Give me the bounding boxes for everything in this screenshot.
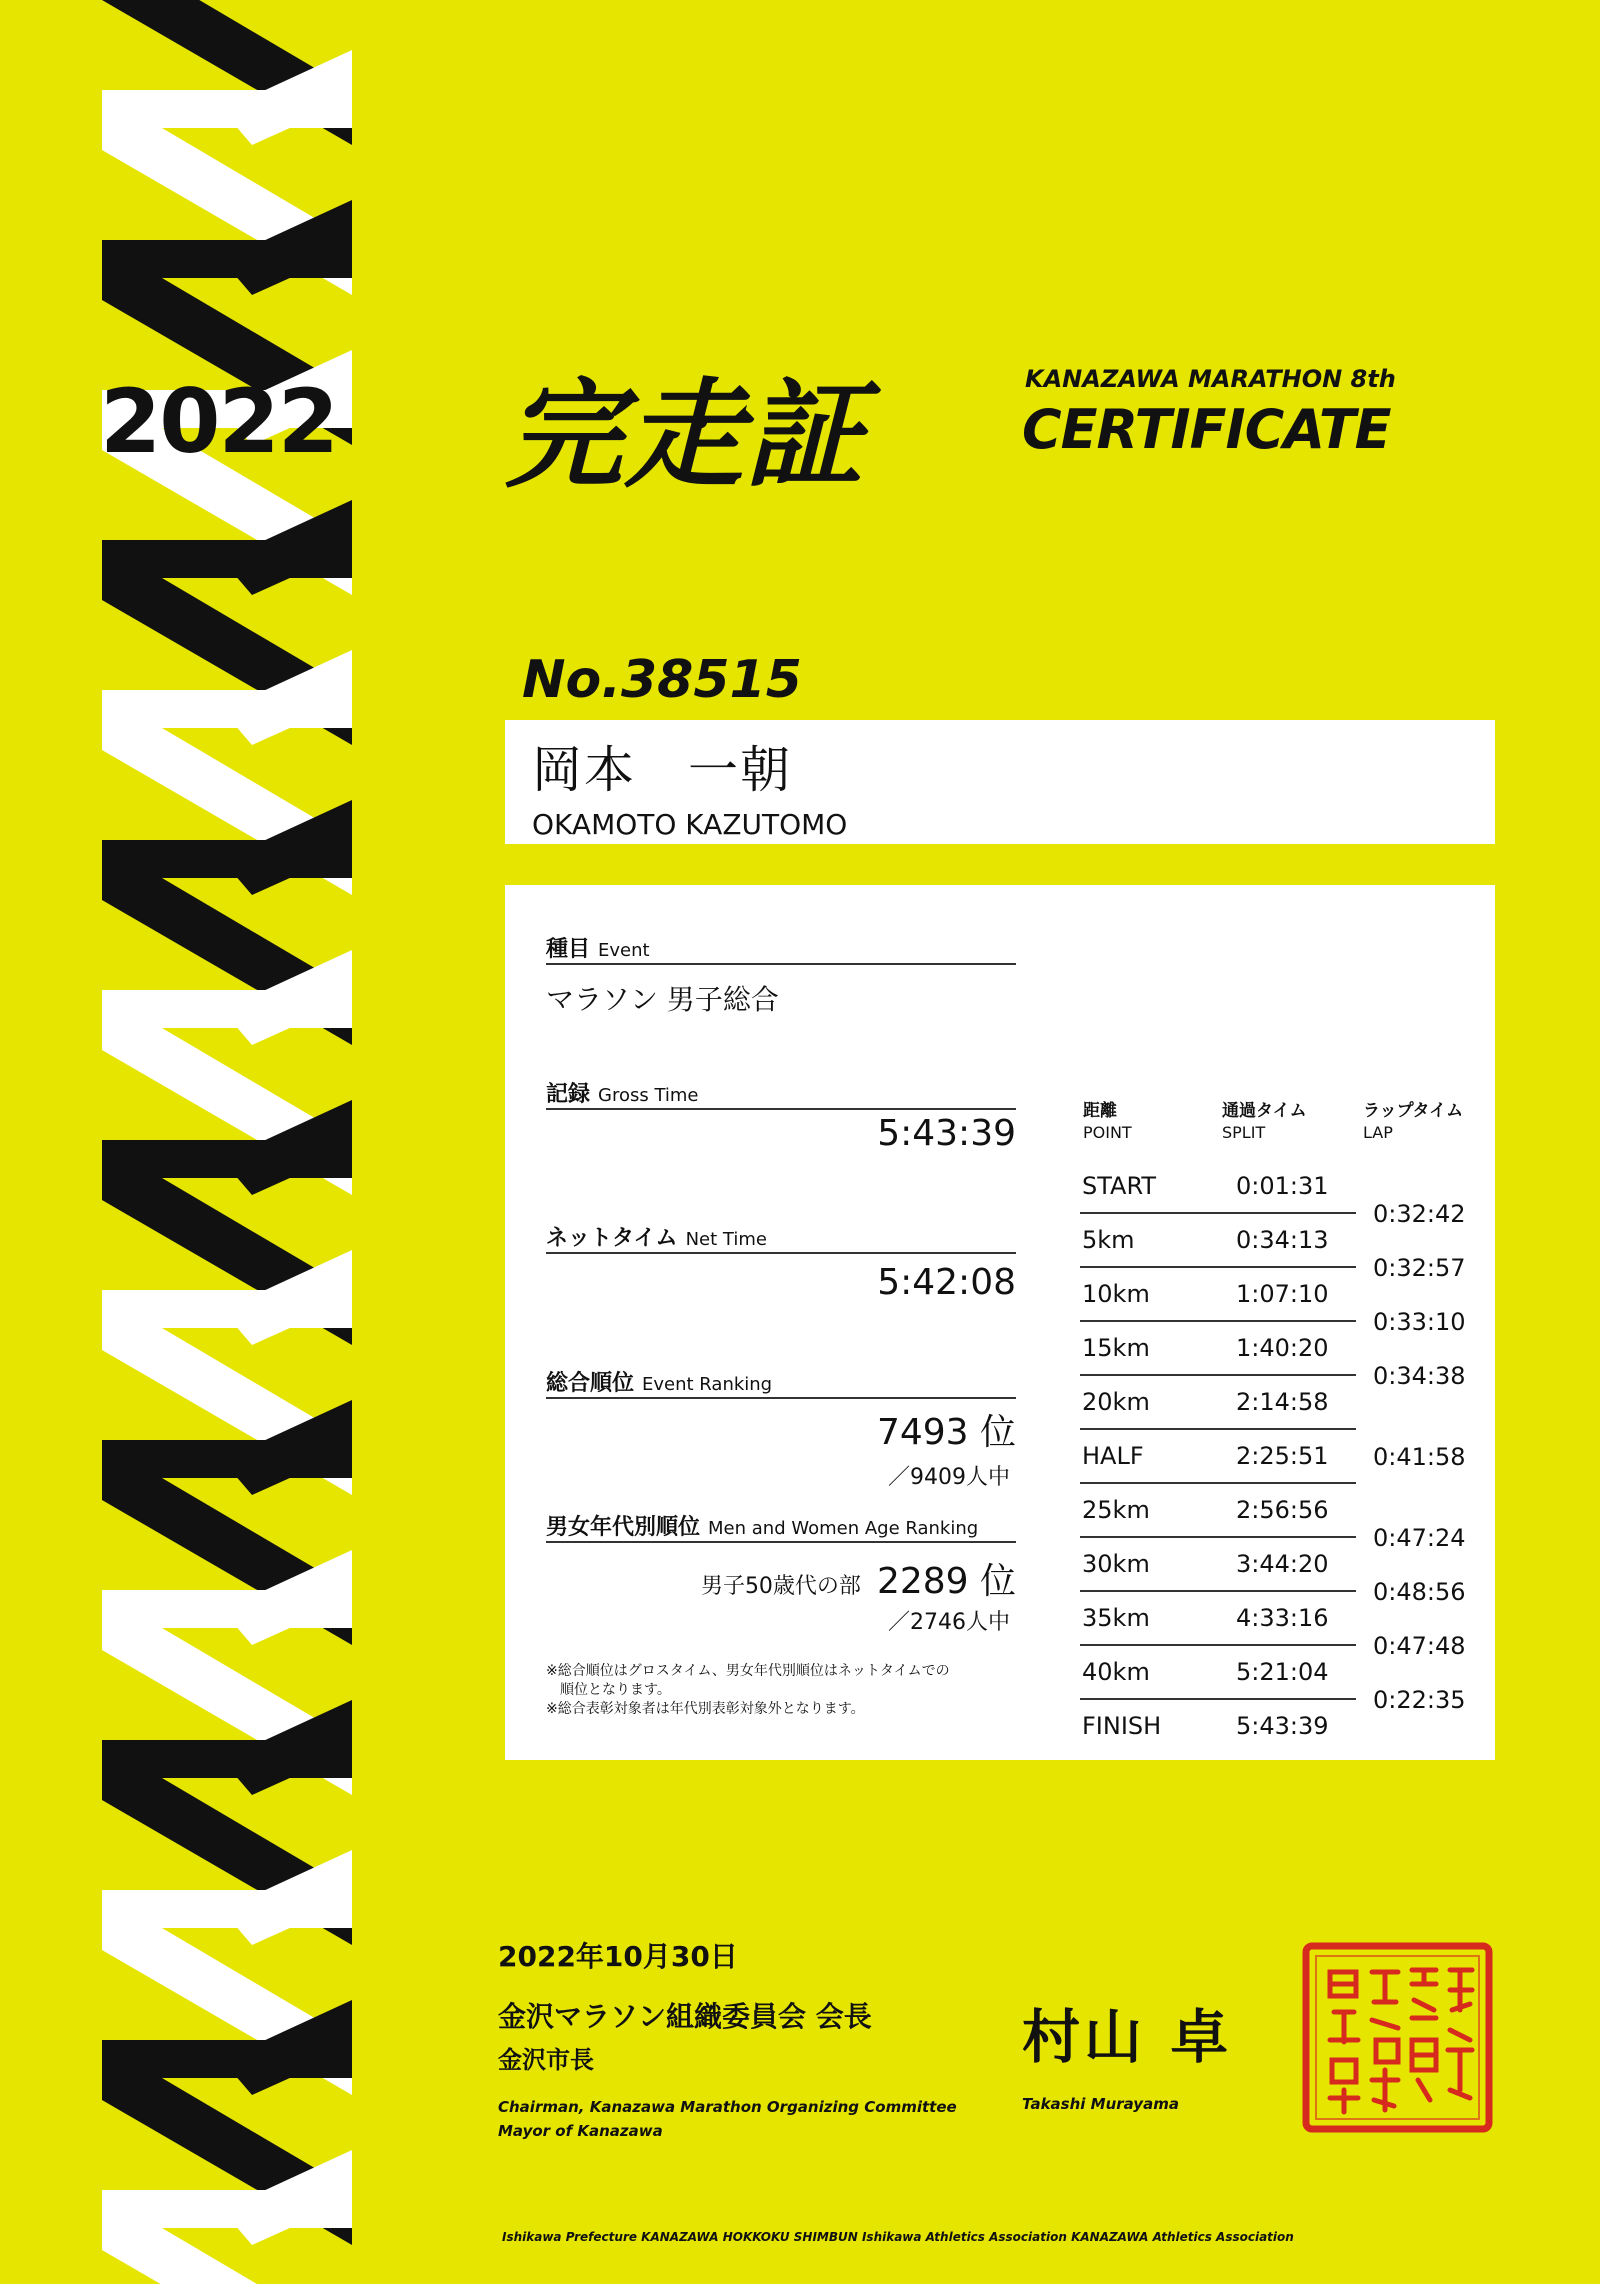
event-ranking-value: 7493 位 [876, 1412, 1016, 1453]
lap-header-en: LAP [1363, 1123, 1393, 1142]
net-label-jp: ネットタイム [546, 1226, 678, 1251]
net-time-label [546, 1221, 767, 1252]
split-time: 5:43:39 [1236, 1712, 1329, 1740]
gross-time-label [546, 1077, 699, 1108]
point-header-en: POINT [1083, 1123, 1132, 1142]
event-ranking-label [546, 1366, 772, 1397]
gross-label-en: Gross Time [598, 1085, 699, 1106]
split-time: 2:14:58 [1236, 1388, 1329, 1416]
ranking-divider [546, 1397, 1016, 1399]
year-label: 2022 [100, 370, 337, 473]
split-row [1080, 1160, 1356, 1214]
split-point: FINISH [1082, 1712, 1162, 1740]
age-ranking-label-en: Men and Women Age Ranking [708, 1518, 979, 1539]
age-ranking-row [546, 1553, 1016, 1604]
split-row [1080, 1322, 1356, 1376]
lap-time: 0:47:24 [1373, 1524, 1466, 1552]
event-label-jp: 種目 [546, 937, 591, 962]
age-ranking-value: 2289 位 [876, 1561, 1016, 1602]
sponsors-footer: Ishikawa Prefecture KANAZAWA HOKKOKU SHIMBUN Ishikawa Athletics Association KANAZAWA Athletics Association [502, 2230, 1294, 2244]
ranking-label-jp: 総合順位 [546, 1371, 635, 1396]
split-row [1080, 1700, 1356, 1754]
organizer-en-line2: Mayor of Kanazawa [498, 2122, 663, 2140]
signer-name-en: Takashi Murayama [1022, 2095, 1179, 2113]
split-time: 2:25:51 [1236, 1442, 1329, 1470]
runner-name-en: OKAMOTO KAZUTOMO [532, 808, 848, 841]
net-label-en: Net Time [685, 1229, 767, 1250]
ranking-notes [546, 1662, 950, 1719]
ranking-label-en: Event Ranking [642, 1374, 773, 1395]
split-point: HALF [1082, 1442, 1144, 1470]
bib-number: No.38515 [522, 650, 802, 710]
split-point: 15km [1082, 1334, 1150, 1362]
split-point: START [1082, 1172, 1157, 1200]
split-point: 10km [1082, 1280, 1150, 1308]
net-time-value: 5:42:08 [877, 1262, 1016, 1303]
split-row [1080, 1376, 1356, 1430]
gross-label-jp: 記録 [546, 1082, 591, 1107]
split-time: 0:01:31 [1236, 1172, 1329, 1200]
note-line: ※総合表彰対象者は年代別表彰対象外となります。 [546, 1701, 865, 1717]
split-point: 40km [1082, 1658, 1150, 1686]
split-point: 25km [1082, 1496, 1150, 1524]
split-header-lap [1363, 1100, 1463, 1144]
gross-time-value: 5:43:39 [877, 1113, 1016, 1154]
official-seal-stamp [1300, 1940, 1495, 2135]
split-row [1080, 1592, 1356, 1646]
split-time: 4:33:16 [1236, 1604, 1329, 1632]
split-time: 0:34:13 [1236, 1226, 1329, 1254]
organizer-subtitle: 金沢市長 [498, 2046, 594, 2074]
split-row [1080, 1268, 1356, 1322]
age-ranking-label [546, 1510, 978, 1541]
organizer-en [498, 2095, 957, 2143]
age-ranking-total: ／2746人中 [888, 1610, 1010, 1635]
split-row [1080, 1214, 1356, 1268]
age-ranking-label-jp: 男女年代別順位 [546, 1515, 701, 1540]
organizer-en-line1: Chairman, Kanazawa Marathon Organizing Committee [498, 2098, 957, 2116]
split-time: 5:21:04 [1236, 1658, 1329, 1686]
age-ranking-divider [546, 1541, 1016, 1543]
gross-divider [546, 1108, 1016, 1110]
split-row [1080, 1484, 1356, 1538]
event-ranking-total: ／9409人中 [888, 1465, 1010, 1490]
certificate-title-jp: 完走証 [505, 366, 866, 504]
lap-time: 0:22:35 [1373, 1686, 1466, 1714]
lap-time: 0:32:57 [1373, 1254, 1466, 1282]
split-row [1080, 1646, 1356, 1700]
split-point: 30km [1082, 1550, 1150, 1578]
split-time: 3:44:20 [1236, 1550, 1329, 1578]
split-header-point [1083, 1100, 1132, 1144]
event-label [546, 932, 650, 963]
km-pattern-graphic [102, 0, 352, 2284]
event-divider [546, 963, 1016, 965]
split-row [1080, 1430, 1356, 1484]
event-value: マラソン 男子総合 [546, 983, 779, 1016]
event-label-en: Event [598, 940, 650, 961]
km-decorative-strip [102, 0, 352, 2284]
split-time: 2:56:56 [1236, 1496, 1329, 1524]
certificate-title-en: CERTIFICATE [1022, 398, 1391, 461]
lap-time: 0:41:58 [1373, 1443, 1466, 1471]
note-line: ※総合順位はグロスタイム、男女年代別順位はネットタイムでの [546, 1663, 950, 1679]
runner-name-jp: 岡本 一朝 [532, 741, 792, 799]
split-row [1080, 1538, 1356, 1592]
split-point: 20km [1082, 1388, 1150, 1416]
lap-header-jp: ラップタイム [1363, 1101, 1464, 1121]
split-point: 35km [1082, 1604, 1150, 1632]
signer-name: 村山 卓 [1022, 2003, 1233, 2071]
point-header-jp: 距離 [1083, 1101, 1117, 1121]
marathon-edition: KANAZAWA MARATHON 8th [1025, 365, 1396, 393]
organizer-title: 金沢マラソン組織委員会 会長 [498, 2000, 872, 2033]
age-category: 男子50歳代の部 [700, 1574, 861, 1599]
net-divider [546, 1252, 1016, 1254]
certificate-date: 2022年10月30日 [498, 1940, 738, 1973]
lap-time: 0:32:42 [1373, 1200, 1466, 1228]
split-time: 1:07:10 [1236, 1280, 1329, 1308]
split-point: 5km [1082, 1226, 1135, 1254]
lap-time: 0:34:38 [1373, 1362, 1466, 1390]
lap-time: 0:33:10 [1373, 1308, 1466, 1336]
split-header-jp: 通過タイム [1222, 1101, 1307, 1121]
split-time: 1:40:20 [1236, 1334, 1329, 1362]
lap-time: 0:48:56 [1373, 1578, 1466, 1606]
note-line: 順位となります。 [546, 1682, 671, 1698]
lap-time: 0:47:48 [1373, 1632, 1466, 1660]
split-header-split [1222, 1100, 1307, 1144]
split-header-en: SPLIT [1222, 1123, 1266, 1142]
